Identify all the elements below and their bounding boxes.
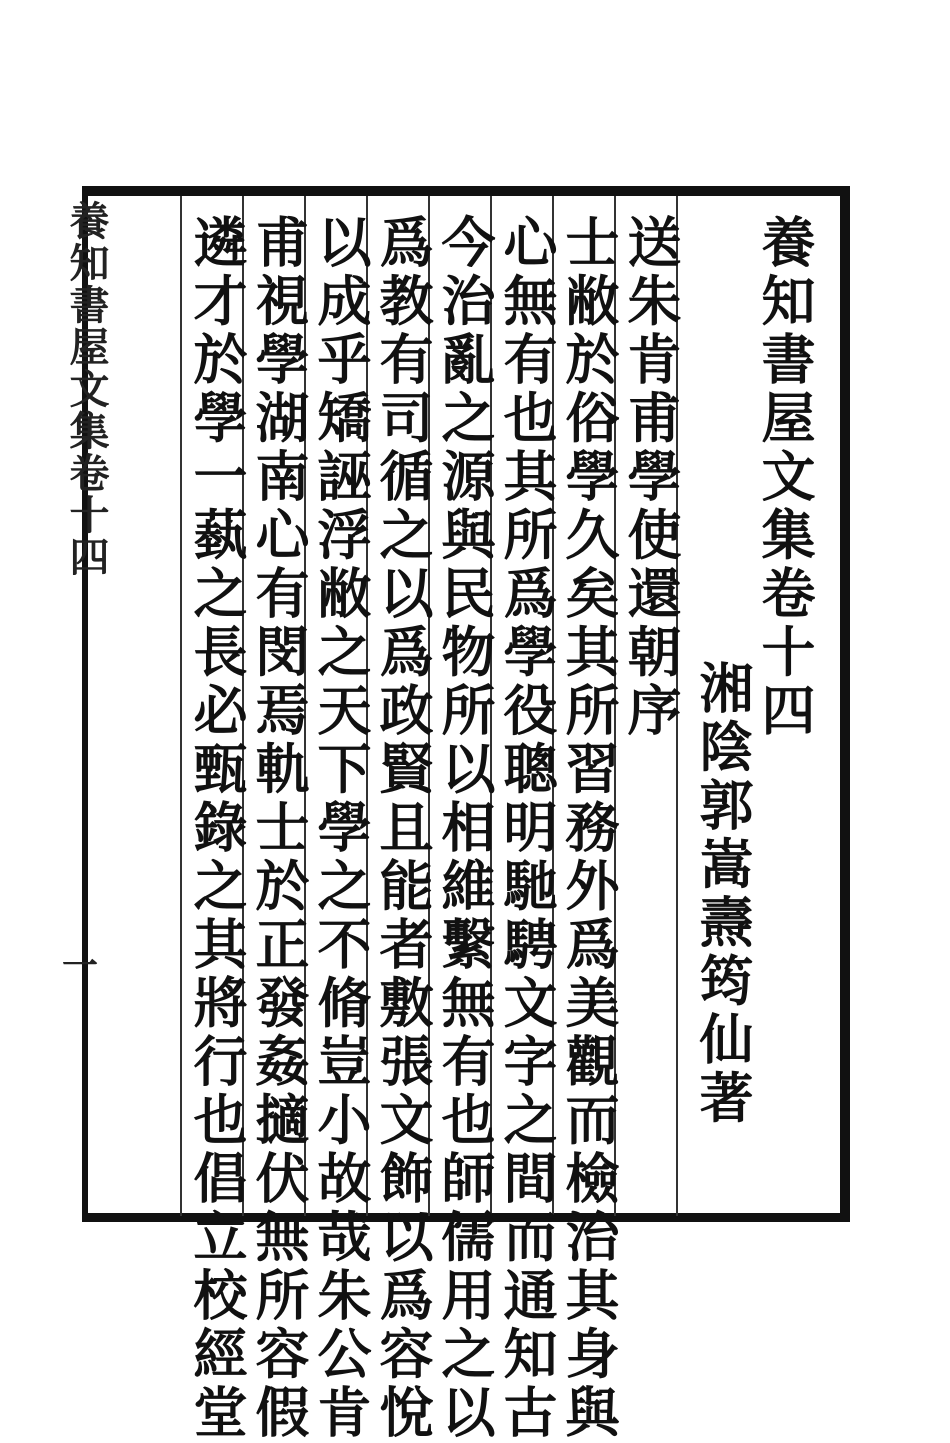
- text-line: 士敝於俗學久矣其所習務外爲美觀而檢治其身與: [557, 214, 621, 1443]
- author-line: 湘陰郭嵩燾筠仙著: [691, 660, 755, 1128]
- column-rule: [180, 196, 182, 1216]
- margin-book-title: [58, 200, 115, 578]
- text-line: 心無有也其所爲學役聰明馳騁文字之間而通知古: [495, 214, 559, 1443]
- book-title: 養知書屋文集卷十四: [753, 214, 817, 741]
- essay-heading: 送朱肯甫學使還朝序: [619, 214, 683, 741]
- margin-title-text: 養知書屋文集: [63, 200, 110, 452]
- text-line: 遴才於學一蓺之長必甄錄之其將行也倡立校經堂: [185, 214, 249, 1443]
- text-line: 爲教有司循之以爲政賢且能者敷張文飾以爲容悅: [371, 214, 435, 1443]
- margin-volume-text: 卷十四: [63, 452, 110, 578]
- text-line: 甫視學湖南心有閔焉軌士於正發姦擿伏無所容假: [247, 214, 311, 1443]
- text-line: 今治亂之源與民物所以相維繫無有也師儒用之以: [433, 214, 497, 1443]
- margin-page-number: 一: [62, 945, 99, 987]
- text-line: 以成乎矯誣浮敝之天下學之不脩豈小故哉朱公肯: [309, 214, 373, 1443]
